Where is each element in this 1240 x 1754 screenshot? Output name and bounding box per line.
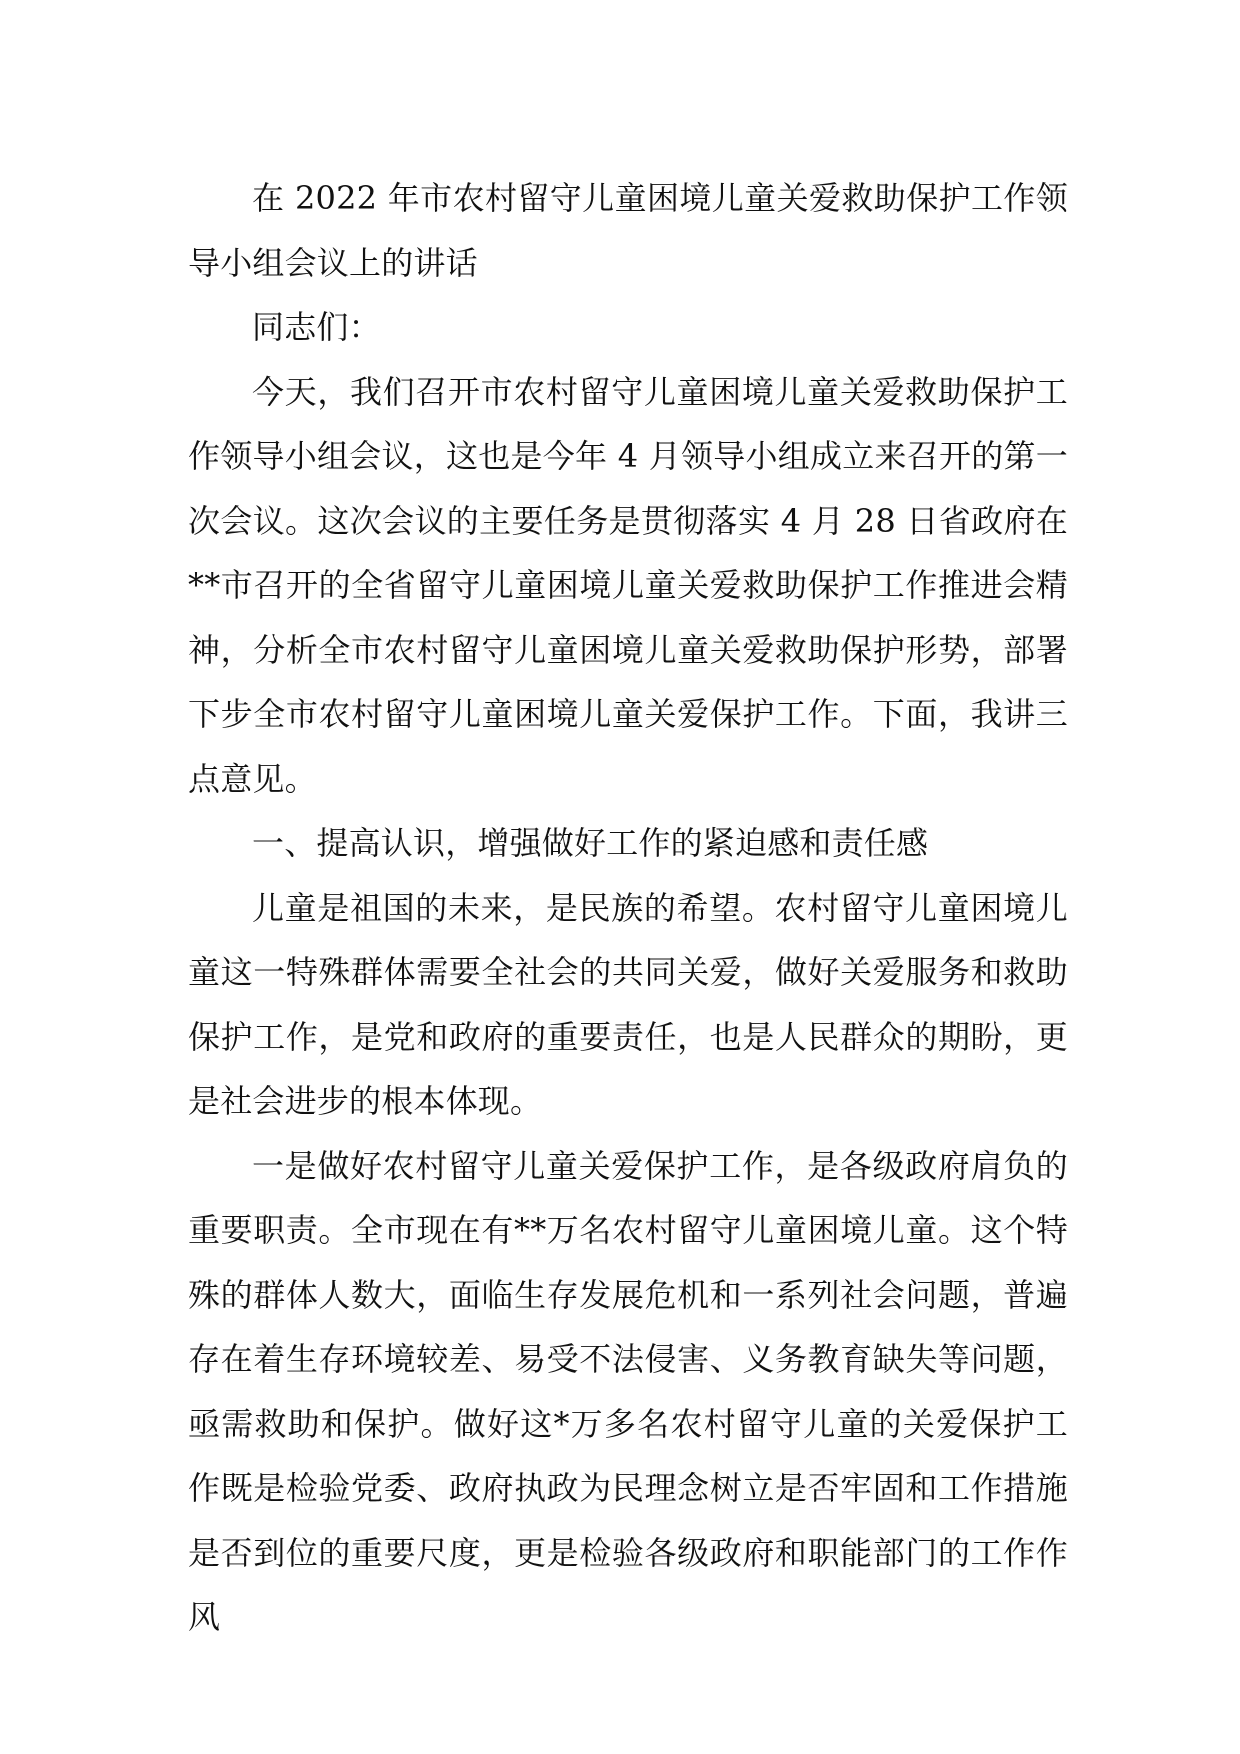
document-title: 在 2022 年市农村留守儿童困境儿童关爱救助保护工作领导小组会议上的讲话 <box>188 179 1068 282</box>
document-body <box>188 166 1068 1650</box>
paragraph-children-future: 儿童是祖国的未来，是民族的希望。农村留守儿童困境儿童这一特殊群体需要全社会的共同关爱，做好关爱服务和救助保护工作，是党和政府的重要责任，也是人民群众的期盼，更是社会进步的根本体现。 <box>188 888 1068 1120</box>
salutation: 同志们： <box>252 308 381 346</box>
section-heading-1: 一、提高认识，增强做好工作的紧迫感和责任感 <box>252 824 929 862</box>
paragraph-responsibility: 一是做好农村留守儿童关爱保护工作，是各级政府肩负的重要职责。全市现在有**万名农村留守儿童困境儿童。这个特殊的群体人数大，面临生存发展危机和一系列社会问题，普遍存在着生存环境较差、易受不法侵害、义务教育缺失等问题，亟需救助和保护。做好这*万多名农村留守儿童的关爱保护工作既是检验党委、政府执政为民理念树立是否牢固和工作措施是否到位的重要尺度，更是检验各级政府和职能部门的工作作风 <box>188 1146 1068 1636</box>
paragraph-intro: 今天，我们召开市农村留守儿童困境儿童关爱救助保护工作领导小组会议，这也是今年 4 月领导小组成立来召开的第一次会议。这次会议的主要任务是贯彻落实 4 月 28 日省政府在**市召开的全省留守儿童困境儿童关爱救助保护工作推进会精神，分析全市农村留守儿童困境儿童关爱救助保护形势，部署下步全市农村留守儿童困境儿童关爱保护工作。下面，我讲三点意见。 <box>188 372 1068 798</box>
